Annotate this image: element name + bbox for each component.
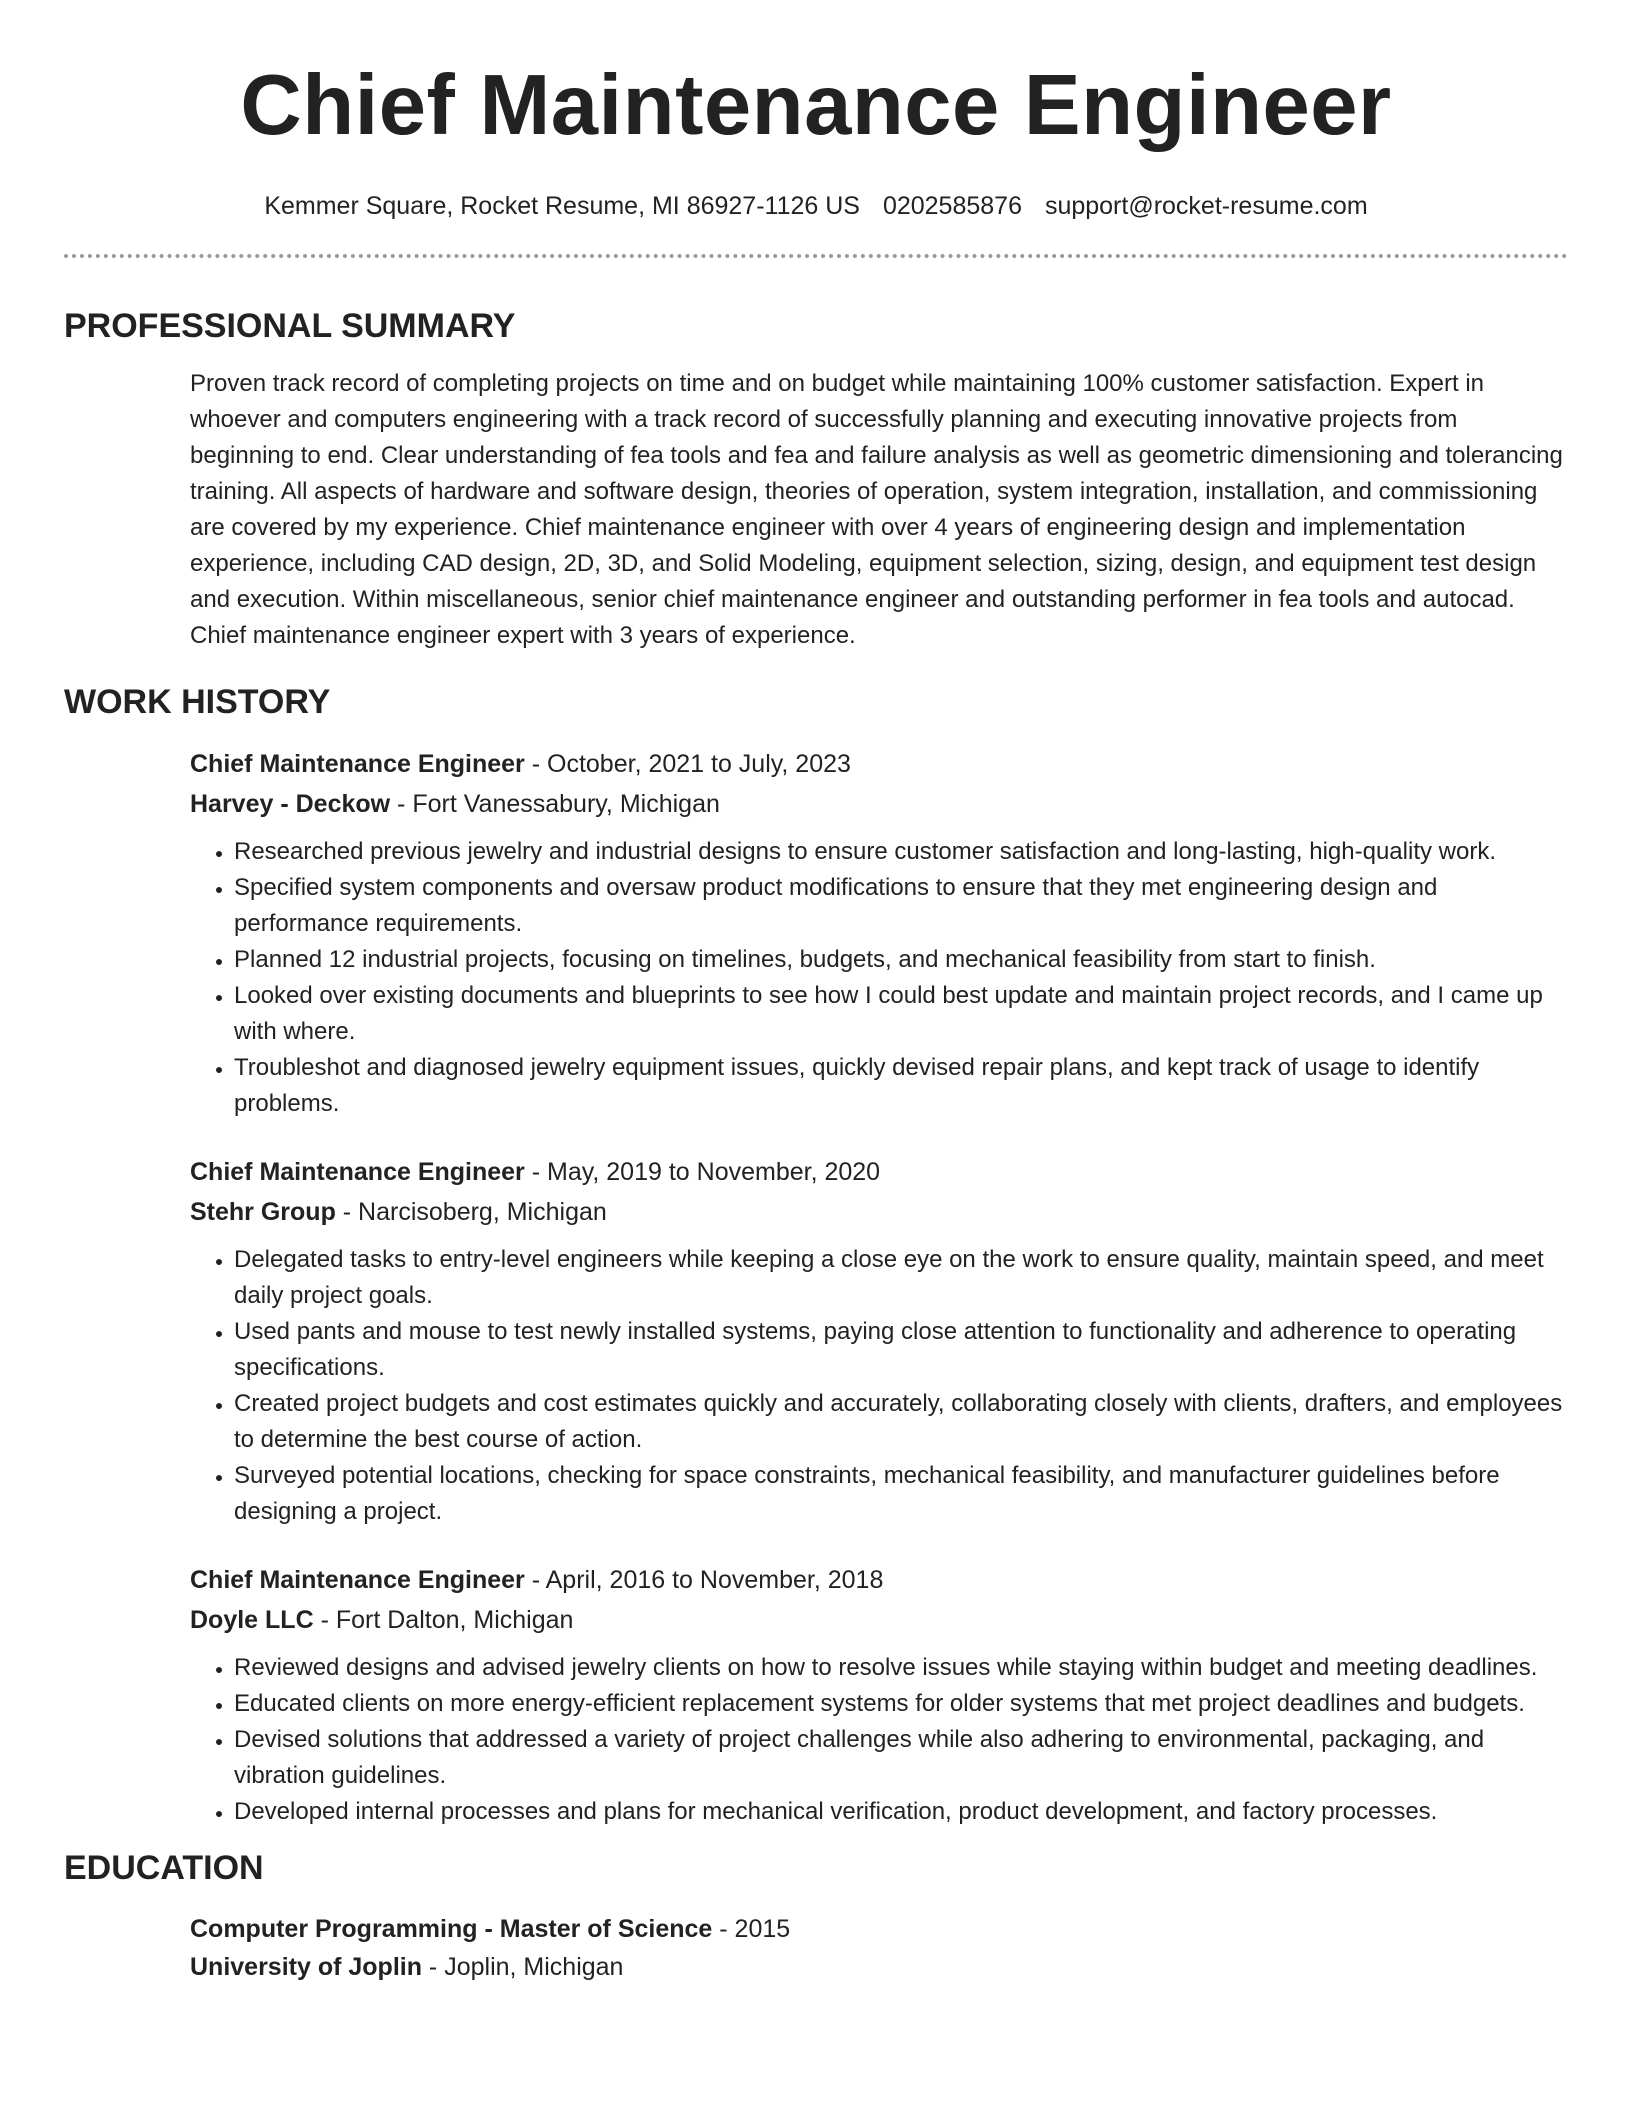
- job-role: Chief Maintenance Engineer: [190, 1566, 525, 1594]
- summary-text: Proven track record of completing projects on time and on budget while maintaining 100% customer satisfaction. Expert in whoever and computers engineering with a track record of successfully planning and executing innovative projects from beginning to end. Clear understanding of fea tools and fea and failure analysis as well as geometric dimensioning and tolerancing training. All aspects of hardware and software design, theories of operation, system integration, installation, and commissioning are covered by my experience. Chief maintenance engineer with over 4 years of engineering design and implementation experience, including CAD design, 2D, 3D, and Solid Modeling, equipment selection, sizing, design, and equipment test design and execution. Within miscellaneous, senior chief maintenance engineer and outstanding performer in fea tools and autocad. Chief maintenance engineer expert with 3 years of experience.: [190, 370, 1563, 649]
- bullet-item: • Used pants and mouse to test newly installed systems, paying close attention to functionality and adherence to operating specifications.: [234, 1314, 1568, 1386]
- bullet-item: • Educated clients on more energy-efficient replacement systems for older systems that met project deadlines and budgets.: [234, 1686, 1568, 1722]
- resume-name: Chief Maintenance Engineer: [240, 58, 1392, 153]
- job-bullets: [190, 1650, 1568, 1830]
- job-company-line: [190, 1600, 1568, 1640]
- bullet-item: • Delegated tasks to entry-level engineers while keeping a close eye on the work to ensure quality, maintain speed, and meet daily project goals.: [234, 1242, 1568, 1314]
- bullet-item: • Researched previous jewelry and industrial designs to ensure customer satisfaction and long-lasting, high-quality work.: [234, 834, 1568, 870]
- bullet-item: • Developed internal processes and plans for mechanical verification, product development, and factory processes.: [234, 1794, 1568, 1830]
- contact-line: [64, 190, 1568, 222]
- job-company: Stehr Group: [190, 1198, 336, 1226]
- education-school-line: [190, 1948, 1568, 1986]
- job-entry: [64, 1560, 1568, 1830]
- bullet-item: • Created project budgets and cost estimates quickly and accurately, collaborating closely with clients, drafters, and employees to determine the best course of action.: [234, 1386, 1568, 1458]
- job-dates: - October, 2021 to July, 2023: [524, 750, 851, 778]
- education-school: University of Joplin: [190, 1953, 422, 1981]
- job-title-line: [190, 1152, 1568, 1192]
- bullet-item: • Looked over existing documents and blueprints to see how I could best update and maintain project records, and I came up with where.: [234, 978, 1568, 1050]
- summary-heading: PROFESSIONAL SUMMARY: [64, 307, 516, 345]
- job-title-line: [190, 1560, 1568, 1600]
- job-company: Doyle LLC: [190, 1606, 314, 1634]
- education-heading: EDUCATION: [64, 1849, 264, 1887]
- bullet-item: • Reviewed designs and advised jewelry clients on how to resolve issues while staying within budget and meeting deadlines.: [234, 1650, 1568, 1686]
- work-history-heading: WORK HISTORY: [64, 683, 331, 721]
- education-degree-line: [190, 1910, 1568, 1948]
- education-degree: Computer Programming - Master of Science: [190, 1915, 713, 1943]
- bullet-item: • Devised solutions that addressed a variety of project challenges while also adhering to environmental, packaging, and vibration guidelines.: [234, 1722, 1568, 1794]
- job-location: - Narcisoberg, Michigan: [335, 1198, 607, 1226]
- contact-email: support@rocket-resume.com: [1044, 192, 1368, 220]
- summary-section: [64, 366, 1568, 654]
- job-entry: [64, 744, 1568, 1122]
- job-company-line: [190, 784, 1568, 824]
- job-dates: - April, 2016 to November, 2018: [524, 1566, 884, 1594]
- job-role: Chief Maintenance Engineer: [190, 1158, 525, 1186]
- education-entry: [64, 1910, 1568, 1986]
- bullet-item: • Surveyed potential locations, checking for space constraints, mechanical feasibility, and manufacturer guidelines before designing a project.: [234, 1458, 1568, 1530]
- education-location: - Joplin, Michigan: [421, 1953, 624, 1981]
- job-company: Harvey - Deckow: [190, 790, 391, 818]
- job-bullets: [190, 1242, 1568, 1530]
- contact-phone: 0202585876: [882, 192, 1022, 220]
- job-title-line: [190, 744, 1568, 784]
- job-location: - Fort Dalton, Michigan: [313, 1606, 574, 1634]
- job-role: Chief Maintenance Engineer: [190, 750, 525, 778]
- job-location: - Fort Vanessabury, Michigan: [390, 790, 720, 818]
- job-dates: - May, 2019 to November, 2020: [524, 1158, 881, 1186]
- bullet-item: • Troubleshot and diagnosed jewelry equipment issues, quickly devised repair plans, and kept track of usage to identify problems.: [234, 1050, 1568, 1122]
- job-company-line: [190, 1192, 1568, 1232]
- bullet-item: • Specified system components and oversaw product modifications to ensure that they met engineering design and performance requirements.: [234, 870, 1568, 942]
- contact-address: Kemmer Square, Rocket Resume, MI 86927-1126 US: [264, 192, 860, 220]
- education-year: - 2015: [712, 1915, 791, 1943]
- job-entry: [64, 1152, 1568, 1530]
- bullet-item: • Planned 12 industrial projects, focusing on timelines, budgets, and mechanical feasibility from start to finish.: [234, 942, 1568, 978]
- header-divider: [64, 254, 1568, 258]
- job-bullets: [190, 834, 1568, 1122]
